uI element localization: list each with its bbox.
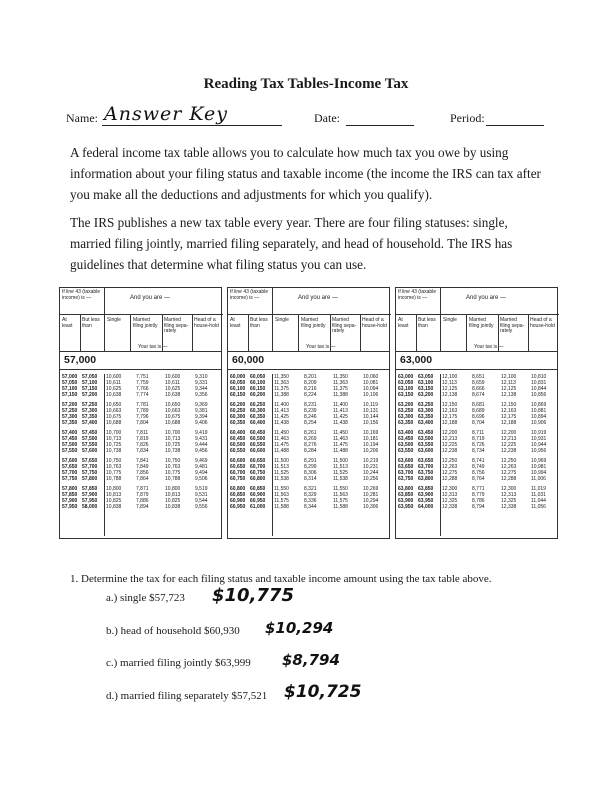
period-underline [486, 125, 544, 126]
table-row: 63,150 63,200 12,138 8,674 12,138 10,856 [398, 392, 547, 398]
header-hoh: Head of a house-hold [530, 317, 555, 329]
table-row: 63,950 64,000 12,338 8,794 12,338 11,056 [398, 504, 546, 510]
table-row: 60,050 60,100 11,363 8,209 11,363 10,081 [230, 380, 379, 386]
intro-paragraph-1: A federal income tax table allows you to calculate how much tax you owe by using information about your filing status and taxable income (the income the IRS can tax after you make all the deductions and adjustments for which you qualify). [70, 145, 541, 202]
table-header [396, 288, 557, 352]
table-header [228, 288, 389, 352]
table-row: 63,100 63,150 12,125 8,666 12,125 10,844 [398, 386, 547, 392]
header-single: Single [443, 317, 457, 323]
header-mfj: Married filing jointly [133, 317, 158, 329]
table-row: 63,850 63,900 12,313 8,779 12,313 11,031 [398, 492, 546, 498]
table-row: 60,850 60,900 11,563 8,329 11,563 10,281 [230, 492, 379, 498]
table-row: 57,900 57,950 10,825 7,886 10,825 9,544 [62, 498, 208, 504]
header-mfj: Married filing jointly [469, 317, 494, 329]
table-row: 60,500 60,550 11,475 8,276 11,475 10,194 [230, 442, 379, 448]
header-mfs: Married filing sepa-rately [500, 317, 525, 334]
header-if-line: If line 43 (taxable income) is — [62, 289, 101, 301]
answer-b-handwritten: $10,294 [265, 619, 334, 637]
table-row: 60,550 60,600 11,488 8,284 11,488 10,206 [230, 448, 379, 454]
table-row: 57,950 58,000 10,838 7,894 10,838 9,556 [62, 504, 208, 510]
table-row: 57,250 57,300 10,663 7,789 10,663 9,381 [62, 408, 208, 414]
table-row: 63,650 63,700 12,263 8,749 12,263 10,981 [398, 464, 547, 470]
table-row: 57,550 57,600 10,738 7,834 10,738 9,456 [62, 448, 208, 454]
header-hoh: Head of a house-hold [194, 317, 219, 329]
table-row: 60,600 60,650 11,500 8,291 11,500 10,219 [230, 458, 379, 464]
table-row: 63,250 63,300 12,163 8,689 12,163 10,881 [398, 408, 547, 414]
table-row: 60,000 60,050 11,350 8,201 11,350 10,060 [230, 374, 379, 380]
table-row: 60,300 60,350 11,425 8,246 11,425 10,144 [230, 414, 379, 420]
header-fields [66, 103, 546, 128]
table-rows [60, 374, 221, 510]
table-row: 57,050 57,100 10,611 7,759 10,611 9,331 [62, 380, 208, 386]
table-row: 57,150 57,200 10,638 7,774 10,638 9,356 [62, 392, 208, 398]
header-mfj: Married filing jointly [301, 317, 326, 329]
period-label: Period: [450, 111, 485, 125]
question-a: a.) single $57,723 [106, 592, 185, 604]
tax-table-block [395, 287, 558, 539]
income-bracket-heading: 60,000 [228, 352, 389, 370]
table-row: 63,750 63,800 12,288 8,764 12,288 11,006 [398, 476, 546, 482]
table-row: 60,350 60,400 11,438 8,254 11,438 10,156 [230, 420, 379, 426]
table-row: 60,150 60,200 11,388 8,224 11,388 10,106 [230, 392, 379, 398]
header-if-line: If line 43 (taxable income) is — [230, 289, 269, 301]
table-row: 60,900 60,950 11,575 8,336 11,575 10,294 [230, 498, 379, 504]
table-row: 57,500 57,550 10,725 7,826 10,725 9,444 [62, 442, 208, 448]
header-but-less: But less than [418, 317, 436, 329]
table-header [60, 288, 221, 352]
table-row: 60,750 60,800 11,538 8,314 11,538 10,256 [230, 476, 379, 482]
table-row: 63,450 63,500 12,213 8,719 12,213 10,931 [398, 436, 547, 442]
header-your-tax: Your tax is — [138, 344, 168, 350]
table-row: 57,100 57,150 10,625 7,766 10,625 9,344 [62, 386, 208, 392]
table-row: 63,050 63,100 12,113 8,659 12,113 10,831 [398, 380, 547, 386]
page-title: Reading Tax Tables-Income Tax [203, 76, 409, 92]
table-row: 63,300 63,350 12,175 8,696 12,175 10,894 [398, 414, 547, 420]
table-row: 63,200 63,250 12,150 8,681 12,150 10,869 [398, 402, 547, 408]
header-your-tax: Your tax is — [306, 344, 336, 350]
header-but-less: But less than [82, 317, 100, 329]
tax-table [59, 287, 554, 541]
name-handwritten: Answer Key [104, 103, 228, 125]
header-mfs: Married filing sepa-rately [164, 317, 189, 334]
table-row: 60,950 61,000 11,588 8,344 11,588 10,306 [230, 504, 379, 510]
header-hoh: Head of a house-hold [362, 317, 387, 329]
table-row: 60,700 60,750 11,525 8,306 11,525 10,244 [230, 470, 379, 476]
question-d: d.) married filing separately $57,521 [106, 690, 268, 702]
table-row: 57,300 57,350 10,675 7,796 10,675 9,394 [62, 414, 208, 420]
table-row: 60,100 60,150 11,375 8,216 11,375 10,094 [230, 386, 379, 392]
header-at-least: At least [398, 317, 409, 329]
date-underline [346, 125, 414, 126]
tax-table-block [59, 287, 222, 539]
table-row: 63,600 63,650 12,250 8,741 12,250 10,969 [398, 458, 547, 464]
table-row: 63,000 63,050 12,100 8,651 12,100 10,810 [398, 374, 547, 380]
table-row: 57,800 57,850 10,800 7,871 10,800 9,519 [62, 486, 208, 492]
date-label: Date: [314, 111, 340, 125]
table-row: 60,800 60,850 11,550 8,321 11,550 10,269 [230, 486, 379, 492]
question-c: c.) married filing jointly $63,999 [106, 657, 251, 669]
table-rows [228, 374, 389, 510]
name-label: Name: [66, 111, 98, 125]
table-row: 63,550 63,600 12,238 8,734 12,238 10,956 [398, 448, 547, 454]
table-row: 57,450 57,500 10,713 7,819 10,713 9,431 [62, 436, 208, 442]
answer-a-handwritten: $10,775 [212, 585, 294, 606]
header-if-line: If line 43 (taxable income) is — [398, 289, 437, 301]
table-row: 60,250 60,300 11,413 8,239 11,413 10,131 [230, 408, 379, 414]
table-row: 57,700 57,750 10,775 7,856 10,775 9,494 [62, 470, 208, 476]
table-row: 63,900 63,950 12,325 8,786 12,325 11,044 [398, 498, 546, 504]
name-underline [102, 125, 282, 126]
header-single: Single [107, 317, 121, 323]
income-bracket-heading: 63,000 [396, 352, 557, 370]
header-and-you-are: And you are — [130, 295, 171, 301]
table-row: 63,500 63,550 12,225 8,726 12,225 10,944 [398, 442, 547, 448]
header-at-least: At least [62, 317, 73, 329]
intro-paragraph-2: The IRS publishes a new tax table every year. There are four filing statuses: single, married filing jointly, married filing separately, and head of household. The IRS has guidelines that determine what filing status you can use. [70, 215, 513, 272]
header-and-you-are: And you are — [466, 295, 507, 301]
question-intro: 1. Determine the tax for each filing status and taxable income amount using the tax table above. [70, 573, 492, 585]
table-row: 63,400 63,450 12,200 8,711 12,200 10,919 [398, 430, 547, 436]
table-row: 57,600 57,650 10,750 7,841 10,750 9,469 [62, 458, 208, 464]
table-row: 60,400 60,450 11,450 8,261 11,450 10,169 [230, 430, 379, 436]
table-row: 60,450 60,500 11,463 8,269 11,463 10,181 [230, 436, 379, 442]
header-mfs: Married filing sepa-rately [332, 317, 357, 334]
table-row: 63,800 63,850 12,300 8,771 12,300 11,019 [398, 486, 546, 492]
table-row: 63,700 63,750 12,275 8,756 12,275 10,994 [398, 470, 547, 476]
tax-table-block [227, 287, 390, 539]
header-at-least: At least [230, 317, 241, 329]
table-row: 57,000 57,050 10,600 7,751 10,600 9,310 [62, 374, 208, 380]
table-row: 57,200 57,250 10,650 7,781 10,650 9,369 [62, 402, 208, 408]
table-row: 57,350 57,400 10,688 7,804 10,688 9,406 [62, 420, 208, 426]
income-bracket-heading: 57,000 [60, 352, 221, 370]
table-rows [396, 374, 557, 510]
table-row: 57,750 57,800 10,788 7,864 10,788 9,506 [62, 476, 208, 482]
header-your-tax: Your tax is — [474, 344, 504, 350]
table-row: 57,650 57,700 10,763 7,849 10,763 9,481 [62, 464, 208, 470]
header-single: Single [275, 317, 289, 323]
answer-d-handwritten: $10,725 [284, 682, 362, 702]
table-row: 60,650 60,700 11,513 8,299 11,513 10,231 [230, 464, 379, 470]
header-and-you-are: And you are — [298, 295, 339, 301]
table-row: 57,400 57,450 10,700 7,811 10,700 9,419 [62, 430, 208, 436]
answer-c-handwritten: $8,794 [282, 651, 340, 669]
table-row: 60,200 60,250 11,400 8,231 11,400 10,119 [230, 402, 378, 408]
table-row: 57,850 57,900 10,813 7,879 10,813 9,531 [62, 492, 208, 498]
question-b: b.) head of household $60,930 [106, 625, 240, 637]
table-row: 63,350 63,400 12,188 8,704 12,188 10,906 [398, 420, 547, 426]
header-but-less: But less than [250, 317, 268, 329]
